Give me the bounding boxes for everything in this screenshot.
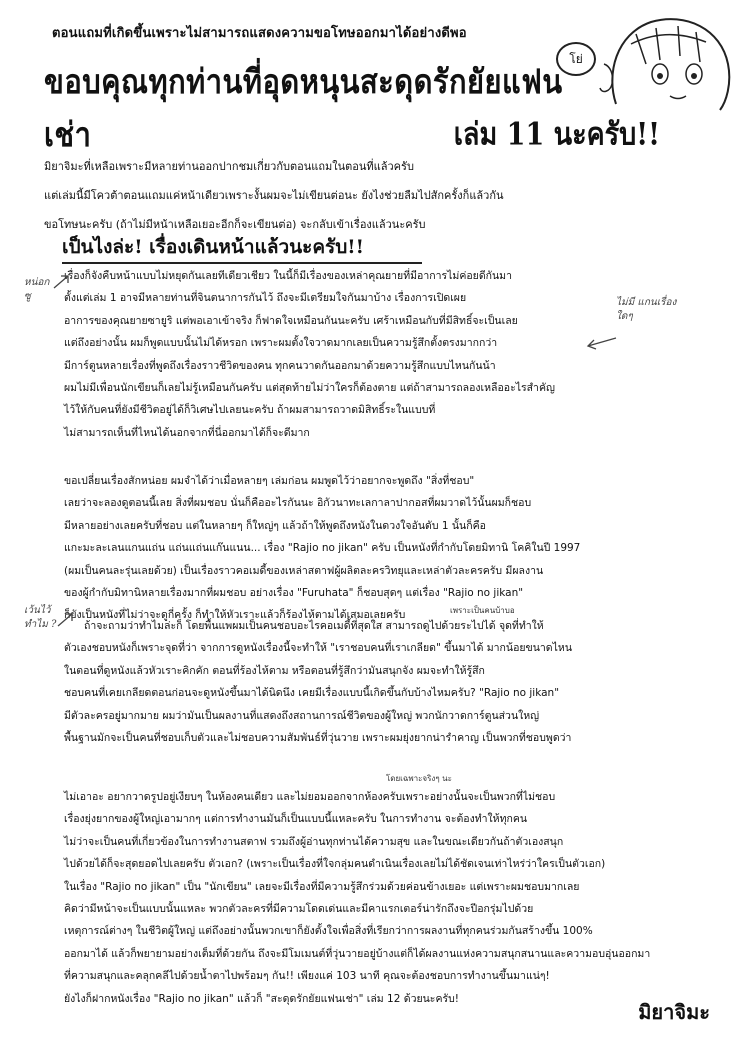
body-line: ไว้ให้กับคนที่ยังมีชีวิตอยู่ได้ก็วิเศษไปเลยนะครับ ถ้าผมสามารถวาดมิสิทธิ์ระในแบบที่ [64,404,436,417]
body-line: ของผู้กำกับมิทานิหลายเรื่องมากที่ผมชอบ อย่างเรื่อง "Furuhata" ก็ชอบสุดๆ แต่เรื่อง "Rajio no jikan" [64,587,524,600]
body-line: ตั้งแต่เล่ม 1 อาจมีหลายท่านที่จินตนาการกันไว้ ถึงจะมีเตรียมใจกันมาบ้าง เรื่องการเปิดเผย [64,292,467,305]
body-line: ถ้าจะถามว่าทำไมล่ะก็ โดยพื้นแพผมเป็นคนชอบอะไรคอเมดี้ที่สุดใส สามารถดูไปด้วยระไปได้ จุดที่ทำให้ [84,620,544,632]
margin-note-left-mid: เว้นไว้ ทำไม ? [24,605,57,630]
body-line: (ผมเป็นคนละรุ่นเลยด้วย) เป็นเรื่องราวคอเมดี้ของเหล่าสตาฟผู้ผลิตละครวิทยุและเหล่าตัวละครครับ มีผลงาน [64,564,544,577]
body-line: คิดว่ามีหน้าจะเป็นแบบนั้นแหละ พวกตัวละครที่มีความโดดเด่นและมีคาแรกเตอร์น่ารักถึงจะปีอกรุ่มไปด้วย [64,903,534,916]
arrow-icon [52,272,72,292]
inline-note-above-p3: เพราะเป็นคนบ้าบอ [450,606,515,615]
body-line: ยังไงก็ฝากหนังเรื่อง "Rajio no jikan" แล้วก็ "สะดุดรักยัยแฟนเช่า" เล่ม 12 ด้วยนะครับ! [64,992,459,1005]
body-line: ในตอนที่ดูหนังแล้วหัวเราะคิกคัก ตอนที่ร้องไห้ตาม หรือตอนที่รู้สึกว่ามันสนุกจัง ผมจะทำให้รู้สึก [64,664,485,677]
body-line: เหตุการณ์ต่างๆ ในชีวิตผู้ใหญ่ แต่ถึงอย่างนั้นพวกเขาก็ยังตั้งใจเพื่อสิ่งที่เรียกว่าการผลงานที่ทุกคนร่วมกันสร้างขึ้น 100% [64,925,593,938]
intro-line: ขอโทษนะครับ (ถ้าไม่มีหน้าเหลือเยอะอีกก็จะเขียนต่อ) จะกลับเข้าเรื่องแล้วนะครับ [44,218,426,231]
volume-title: เล่ม 11 นะครับ!! [453,116,660,153]
body-line: ขอเปลี่ยนเรื่องสักหน่อย ผมจำได้ว่าเมื่อหลายๆ เล่มก่อน ผมพูดไว้ว่าอยากจะพูดถึง "สิ่งที่ชอบ" [64,475,475,487]
body-line: ก็ยังเป็นหนังที่ไม่ว่าจะดูกี่ครั้ง ก็ทำให้หัวเราะแล้วก็ร้องไห้ตามได้เสมอเลยครับ [64,609,406,622]
body-line: เรื่องยุ่งยากของผู้ใหญ่เอามากๆ แต่การทำงานมันก็เป็นแบบนี้แหละครับ ในการทำงาน จะต้องทำให้ทุกคน [64,813,528,826]
author-signature: มิยาจิมะ [638,1000,710,1024]
body-line: ในเรื่อง "Rajio no jikan" เป็น "นักเขียน" เลยจะมีเรื่องที่มีความรู้สึกร่วมด้วยค่อนข้างเยอะ แต่เพราะผมชอบมากเลย [64,880,580,893]
arrow-icon [584,334,618,350]
body-paragraph-2 [64,470,692,627]
body-paragraph-1 [64,265,692,444]
author-portrait-sketch [596,4,736,112]
intro-paragraph [44,152,664,239]
body-line: มีการ์ตูนหลายเรื่องที่พูดถึงเรื่องราวชีวิตของคน ทุกคนวาดกันออกมาด้วยความรู้สึกแบบไหนกันน้า [64,359,496,372]
intro-line: มิยาจิมะที่เหลือเพราะมีหลายท่านออกปากชมเกี่ยวกับตอนแถมในตอนที่แล้วครับ [44,160,414,173]
body-line: อาการของคุณยายซายูริ แต่พอเอาเข้าจริง ก็ฟาดใจเหมือนกันนะครับ เศร้าเหมือนกับที่มีสิทธิ์จะเป็นเลย [64,314,518,327]
body-line: แต่ถึงอย่างนั้น ผมก็พูดแบบนั้นไม่ได้หรอก เพราะผมตั้งใจวาดมากเลยเป็นความรู้สึกตั้งตรงมากกว่า [64,337,498,350]
body-line: ไม่เอาอะ อยากวาดรูปอยู่เงียบๆ ในห้องคนเดียว และไม่ยอมออกจากห้องครับเพราะอย่างนั้นจะเป็นพวกที่ไม่ชอบ [64,791,556,803]
body-line: ชอบคนที่เคยเกลียดตอนก่อนจะดูหนังขึ้นมาได้นิดนึง เคยมีเรื่องแบบนี้เกิดขึ้นกับบ้างไหมครับ? "Rajio no jikan" [64,687,560,700]
body-line: ออกมาได้ แล้วก็พยายามอย่างเต็มที่ด้วยกัน ถึงจะมีโมเมนต์ที่วุ่นวายอยู่บ้างแต่ก็ได้ผลงานแห่งความสนุกสนานและความอบอุ่นออกมา [64,947,651,960]
body-paragraph-3 [64,615,692,749]
body-line: มีหลายอย่างเลยครับที่ชอบ แต่ในหลายๆ ก็ใหญ่ๆ แล้วถ้าให้พูดถึงหนังในดวงใจอันดับ 1 นั้นก็คือ [64,519,486,532]
body-line: เลยว่าจะลองดูตอนนี้เลย สิ่งที่ผมชอบ นั่นก็คืออะไรกันนะ อิกัวนาทะเลกาลาปากอสที่ผมวาดไว้นั้นผมก็ชอบ [64,497,532,510]
body-line: แกะมะละเลนแกนแถ่น แถ่นแถ่นแก๊นแนน... เรื่อง "Rajio no jikan" ครับ เป็นหนังที่กำกับโดยมิทานิ โคคิในปี 1997 [64,542,581,555]
speech-bubble: โย่ [556,42,596,76]
intro-line: แต่เล่มนี้มีโควต้าตอนแถมแค่หน้าเดียวเพราะงั้นผมจะไม่เขียนต่อนะ ยังไงช่วยลืมไปสักครั้งก็แล้วกัน [44,189,504,202]
body-line: มีตัวละครอยู่มากมาย ผมว่ามันเป็นผลงานที่แสดงถึงสถานการณ์ชีวิตของผู้ใหญ่ พวกนักวาดการ์ตูนส่วนใหญ่ [64,709,540,722]
body-line: เรื่องก็จังคืบหน้าแบบไม่หยุดกันเลยทีเดียวเชียว ในนี้ก็มีเรื่องของเหล่าคุณยายที่มีอาการไม่ค่อยดีกันมา [64,270,512,282]
body-line: ไปด้วยได้ก็จะสุดยอดไปเลยครับ ตัวเอก? (เพราะเป็นเรื่องที่ใจกลุ่มคนดำเนินเรื่องเลยไม่ได้ชัดเจนเท่าไหร่ว่าใครเป็นตัวเอก) [64,858,606,871]
margin-note-left-top: หน่อก ซู [24,277,50,302]
bonus-subtitle: ตอนแถมที่เกิดขึ้นเพราะไม่สามารถแสดงความขอโทษออกมาได้อย่างดีพอ [52,26,467,41]
section-heading: เป็นไงล่ะ! เรื่องเดินหน้าแล้วนะครับ!! [62,232,422,264]
body-line: ตัวเองชอบหนังก็เพราะจุดที่ว่า จากการดูหนังเรื่องนี้จะทำให้ "เราชอบคนที่เราเกลียด" ขึ้นมาได้ มากน้อยขนาดไหน [64,642,572,655]
body-line: พื้นฐานมักจะเป็นคนที่ชอบเก็บตัวและไม่ชอบความสัมพันธ์ที่วุ่นวาย เพราะผมยุ่งยากน่ารำคาญ เป็นพวกที่ชอบพูดว่า [64,732,572,745]
body-line: ผมไม่มีเพื่อนนักเขียนก็เลยไม่รู้เหมือนกันครับ แต่สุดท้ายไม่ว่าใครก็ต้องตาย แต่ถ้าสามารถลองเหลืออะไรสำคัญ [64,382,555,395]
body-line: ไม่ว่าจะเป็นคนที่เกี่ยวข้องในการทำงานสตาฟ รวมถึงผู้อ่านทุกท่านได้ความสุข และในขณะเดียวกันถ้าตัวเองสนุก [64,835,564,848]
body-line: ไม่สามารถเห็นที่ไหนได้นอกจากที่นี่ออกมาได้ก็จะดีมาก [64,426,310,439]
body-paragraph-4 [64,786,692,1010]
arrow-icon [56,610,76,630]
headline: ขอบคุณทุกท่านที่อุดหนุนสะดุดรักยัยแฟนเช่า [44,62,563,154]
inline-note-above-p4: โดยเฉพาะจริงๆ นะ [386,774,452,783]
margin-note-right: ไม่มี แกนเรื่อง ใดๆ [616,297,677,322]
body-line: ที่ความสนุกและคลุกคลีไปด้วยน้ำตาไปพร้อมๆ กัน!! เพียงแค่ 103 นาที คุณจะต้องชอบการทำงานขึ้นมาแน่ๆ! [64,970,550,983]
